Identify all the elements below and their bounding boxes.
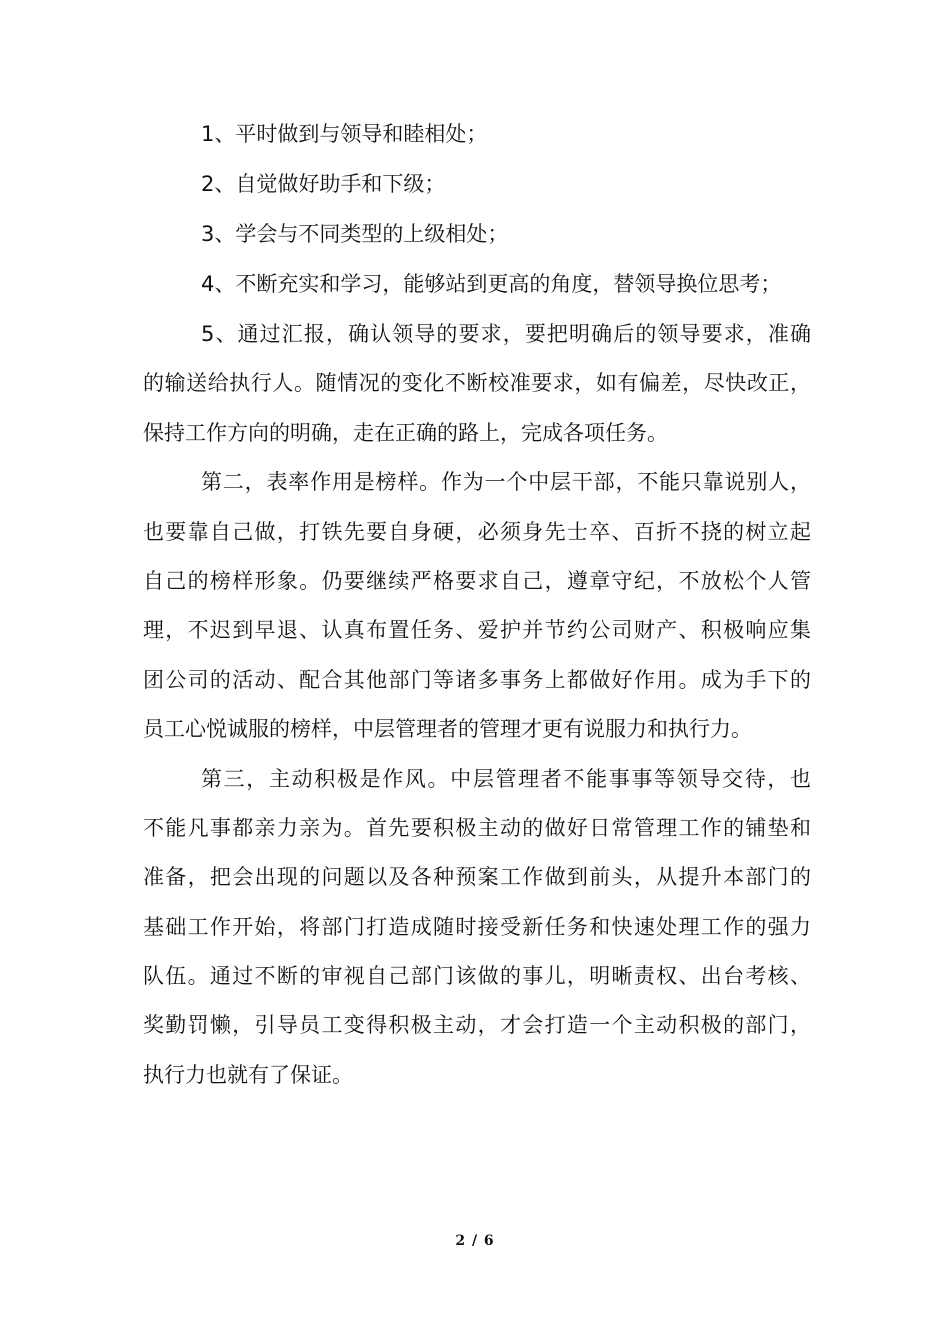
list-item: 2、自觉做好助手和下级； xyxy=(201,172,446,196)
list-item: 4、不断充实和学习，能够站到更高的角度，替领导换位思考； xyxy=(201,272,782,296)
list-item: 1、平时做到与领导和睦相处； xyxy=(201,122,488,146)
paragraph-line: 第三，主动积极是作风。中层管理者不能事事等领导交待，也 xyxy=(201,766,811,791)
paragraph-line: 也要靠自己做，打铁先要自身硬，必须身先士卒、百折不挠的树立起 xyxy=(143,519,811,544)
paragraph-line: 执行力也就有了保证。 xyxy=(143,1062,353,1087)
document-body xyxy=(143,118,811,1108)
list-item: 3、学会与不同类型的上级相处； xyxy=(201,222,509,246)
paragraph-line: 准备，把会出现的问题以及各种预案工作做到前头，从提升本部门的 xyxy=(143,865,811,890)
paragraph-line: 员工心悦诚服的榜样，中层管理者的管理才更有说服力和执行力。 xyxy=(143,717,752,742)
paragraph-item-5 xyxy=(143,318,811,450)
paragraph-line: 基础工作开始，将部门打造成随时接受新任务和快速处理工作的强力 xyxy=(143,914,811,939)
paragraph-line: 理，不迟到早退、认真布置任务、爱护并节约公司财产、积极响应集 xyxy=(143,618,811,643)
paragraph-line: 保持工作方向的明确，走在正确的路上，完成各项任务。 xyxy=(143,420,668,445)
paragraph-line: 队伍。通过不断的审视自己部门该做的事儿，明晰责权、出台考核、 xyxy=(143,964,811,989)
paragraph-line: 自己的榜样形象。仍要继续严格要求自己，遵章守纪，不放松个人管 xyxy=(143,568,811,593)
paragraph-third xyxy=(143,763,811,1092)
paragraph-line: 奖勤罚懒，引导员工变得积极主动，才会打造一个主动积极的部门， xyxy=(143,1013,811,1038)
paragraph-line: 5、通过汇报，确认领导的要求，要把明确后的领导要求，准确 xyxy=(201,322,811,346)
paragraph-line: 的输送给执行人。随情况的变化不断校准要求，如有偏差，尽快改正， xyxy=(143,371,811,396)
page-number: 2 / 6 xyxy=(455,1233,495,1249)
paragraph-second xyxy=(143,466,811,746)
paragraph-line: 第二，表率作用是榜样。作为一个中层干部，不能只靠说别人， xyxy=(201,470,811,495)
paragraph-line: 不能凡事都亲力亲为。首先要积极主动的做好日常管理工作的铺垫和 xyxy=(143,815,811,840)
paragraph-line: 团公司的活动、配合其他部门等诸多事务上都做好作用。成为手下的 xyxy=(143,667,811,692)
